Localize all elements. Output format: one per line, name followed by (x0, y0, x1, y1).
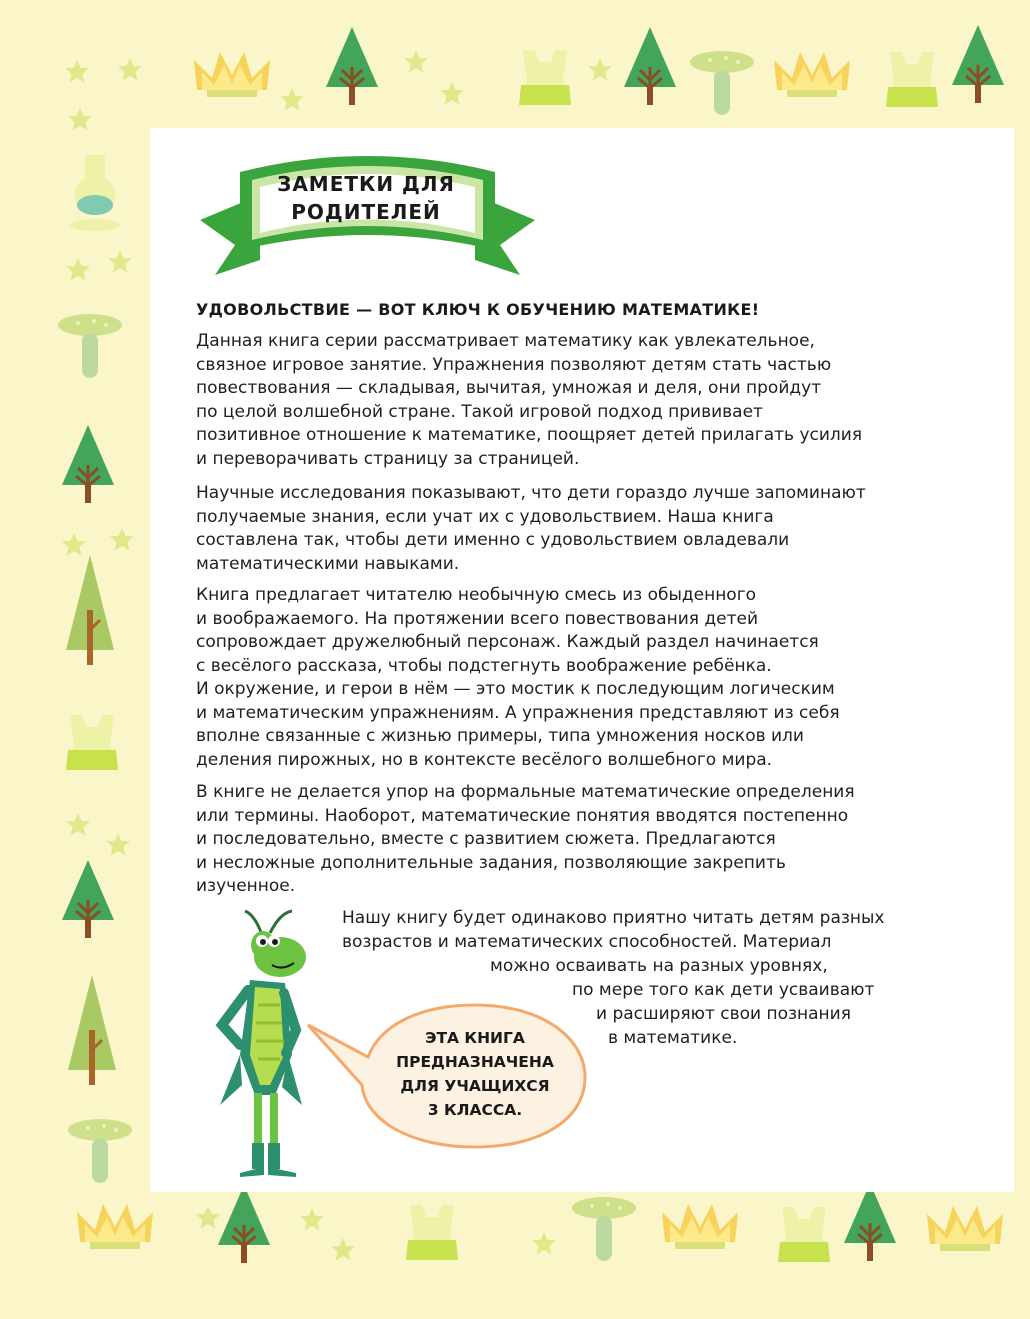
banner-title-line1: ЗАМЕТКИ ДЛЯ (277, 172, 455, 196)
text-line: составлена так, чтобы дети именно с удовольствием овладевали (196, 530, 790, 550)
text-line: повествования — складывая, вычитая, умножая и деля, они пройдут (196, 378, 822, 398)
text-line: сопровождает дружелюбный персонаж. Каждый раздел начинается (196, 632, 819, 652)
text-line: и расширяют свои познания (596, 1004, 851, 1024)
text-line: по мере того как дети усваивают (572, 980, 875, 1000)
text-line: по целой волшебной стране. Такой игровой подход прививает (196, 401, 763, 422)
banner-title-line2: РОДИТЕЛЕЙ (291, 200, 441, 224)
bubble-line: ДЛЯ УЧАЩИХСЯ (400, 1077, 550, 1095)
paragraph-3 (196, 584, 840, 772)
section-heading: УДОВОЛЬСТВИЕ — ВОТ КЛЮЧ К ОБУЧЕНИЮ МАТЕМАТИКЕ! (196, 300, 760, 319)
text-line: возрастов и математических способностей. Материал (342, 932, 832, 952)
text-line: можно осваивать на разных уровнях, (490, 956, 828, 976)
text-line: и несложные дополнительные задания, позволяющие закрепить (196, 852, 786, 873)
text-line: Нашу книгу будет одинаково приятно читать детям разных (342, 908, 885, 928)
text-line: изученное. (196, 876, 296, 896)
text-line: вполне связанные с жизнью примеры, типа умножения носков или (196, 726, 804, 746)
text-line: позитивное отношение к математике, поощряет детей прилагать усилия (196, 425, 863, 445)
text-line: В книге не делается упор на формальные математические определения (196, 782, 855, 802)
text-line: и переворачивать страницу за страницей. (196, 448, 580, 469)
bubble-line: ПРЕДНАЗНАЧЕНА (396, 1053, 554, 1071)
text-line: Данная книга серии рассматривает математику как увлекательное, (196, 331, 815, 351)
text-line: или термины. Наоборот, математические понятия вводятся постепенно (196, 805, 849, 826)
text-line: математическими навыками. (196, 553, 460, 574)
text-line: и математическим упражнениям. А упражнения представляют из себя (196, 702, 840, 723)
bubble-line: 3 КЛАССА. (427, 1101, 523, 1119)
text-line: деления пирожных, но в контексте весёлого волшебного мира. (196, 749, 773, 770)
paragraph-4 (196, 781, 855, 899)
text-line: связное игровое занятие. Упражнения позволяют детям стать частью (196, 354, 832, 375)
text-line: с весёлого рассказа, чтобы подстегнуть воображение ребёнка. (196, 655, 772, 676)
text-line: Научные исследования показывают, что дети гораздо лучше запоминают (196, 483, 866, 503)
text-line: Книга предлагает читателю необычную смесь из обыденного (196, 585, 757, 605)
text-line: и воображаемого. На протяжении всего повествования детей (196, 608, 759, 629)
bubble-line: ЭТА КНИГА (425, 1029, 525, 1047)
paragraph-1 (196, 330, 862, 471)
speech-bubble-text (385, 1026, 565, 1122)
banner-title (246, 170, 486, 226)
text-line: И окружение, и герои в нём — это мостик к последующим логическим (196, 679, 835, 699)
text-line: в математике. (608, 1028, 738, 1048)
paragraph-2 (196, 482, 866, 576)
text-line: получаемые знания, если учат их с удовольствием. Наша книга (196, 506, 774, 527)
text-line: и последовательно, вместе с развитием сюжета. Предлагаются (196, 829, 776, 849)
